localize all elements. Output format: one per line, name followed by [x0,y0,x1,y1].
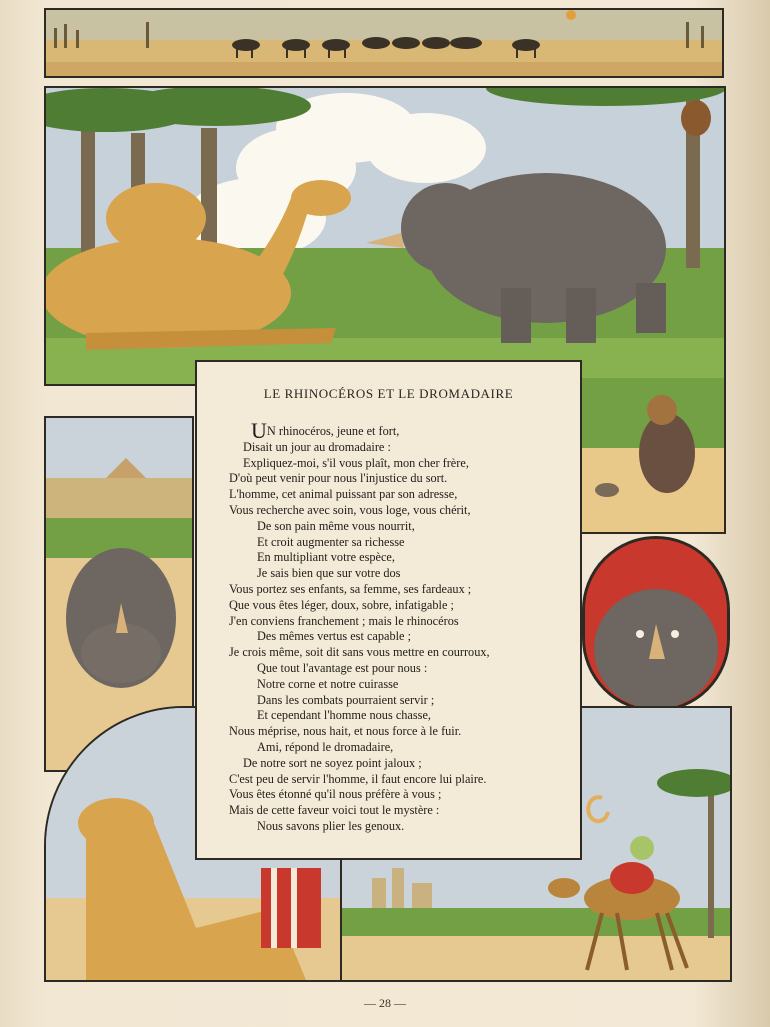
poem-line [229,614,569,630]
poem-line [229,661,569,677]
poem-line-text: Ami, répond le dromadaire, [257,739,394,754]
poem-body [229,418,569,835]
poem-line-text: Vous portez ses enfants, sa femme, ses fardeaux ; [229,581,472,596]
poem-line-text: D'où peut venir pour nous l'injustice du sort. [229,471,448,486]
poem-line [229,566,569,582]
monkey-in-tree [681,100,711,136]
poem-line [229,724,569,740]
poem-line [229,535,569,551]
poem-line [229,787,569,803]
poem-line [229,819,569,835]
poem-line-text: J'en conviens franchement ; mais le rhinocéros [229,613,459,628]
top-banner-illustration [44,8,724,78]
poem-line [229,418,569,443]
poem-line [229,740,569,756]
poem-text-box [195,360,582,860]
poem-line-text: Dans les combats pourraient servir ; [257,692,435,707]
poem-line [229,440,569,456]
poem-dropcap: U [251,418,267,443]
poem-line-text: Que vous êtes léger, doux, sobre, infatigable ; [229,597,454,612]
poem-line [229,629,569,645]
monkey-illustration [582,378,726,534]
poem-line [229,550,569,566]
poem-line [229,772,569,788]
poem-line [229,519,569,535]
poem-line [229,503,569,519]
poem-line [229,693,569,709]
poem-line [229,803,569,819]
poem-line-text: Nous savons plier les genoux. [257,818,405,833]
poem-line-text: En multipliant votre espèce, [257,550,395,565]
poem-title: LE RHINOCÉROS ET LE DROMADAIRE [263,386,514,401]
rhino-medallion [582,536,730,712]
main-scene-illustration [44,86,726,386]
page-number: — 28 — [364,996,406,1010]
poem-line [229,708,569,724]
poem-line-text: Et croit augmenter sa richesse [257,534,405,549]
poem-line [229,582,569,598]
poem-line-text: Mais de cette faveur voici tout le mystère : [229,803,440,818]
poem-line-text: Disait un jour au dromadaire : [243,439,391,454]
poem-line-text: L'homme, cet animal puissant par son adresse, [229,487,458,502]
poem-line-text: Et cependant l'homme nous chasse, [257,708,431,723]
poem-line-text: Je crois même, soit dit sans vous mettre en courroux, [229,645,490,660]
poem-line-text: De son pain même vous nourrit, [257,518,415,533]
poem-line [229,677,569,693]
poem-line-text: Vous recherche avec soin, vous loge, vous chérit, [229,502,471,517]
poem-line-text: Que tout l'avantage est pour nous : [257,660,428,675]
poem-line [229,756,569,772]
poem-line-text: Expliquez-moi, s'il vous plaît, mon cher frère, [243,455,469,470]
poem-line [229,598,569,614]
poem-line-text: Notre corne et notre cuirasse [257,676,399,691]
poem-line [229,471,569,487]
poem-line-text: N rhinocéros, jeune et fort, [266,424,400,438]
poem-line [229,487,569,503]
poem-line-text: Des mêmes vertus est capable ; [257,629,411,644]
poem-line-text: Nous méprise, nous hait, et nous force à le fuir. [229,724,462,739]
poem-line-text: De notre sort ne soyez point jaloux ; [243,755,422,770]
poem-line-text: Je sais bien que sur votre dos [257,566,401,581]
poem-line-text: C'est peu de servir l'homme, il faut encore lui plaire. [229,771,487,786]
poem-line [229,456,569,472]
poem-line [229,645,569,661]
poem-line-text: Vous êtes étonné qu'il nous préfère à vous ; [229,787,442,802]
